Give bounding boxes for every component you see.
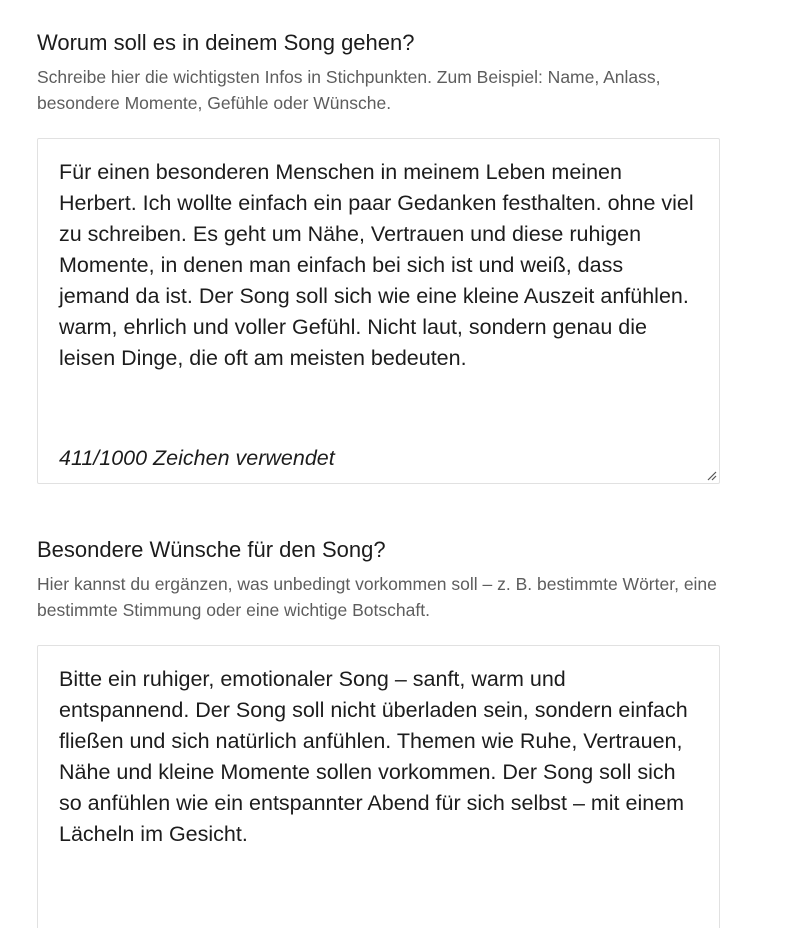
song-topic-text[interactable]: Für einen besonderen Menschen in meinem Leben meinen Herbert. Ich wollte einfach ein paar Gedanken festhalten. ohne viel zu schreiben. Es geht um Nähe, Vertrauen und diese ruhigen Momente, in denen man einfach bei sich ist und weiß, dass jemand da ist. Der Song soll sich wie eine kleine Auszeit anfühlen. warm, ehrlich und voller Gefühl. Nicht laut, sondern genau die leisen Dinge, die oft am meisten bedeuten. [59, 160, 700, 370]
song-wishes-text[interactable]: Bitte ein ruhiger, emotionaler Song – sanft, warm und entspannend. Der Song soll nicht überladen sein, sondern einfach fließen und sich natürlich anfühlen. Themen wie Ruhe, Vertrauen, Nähe und kleine Momente sollen vorkommen. Der Song soll sich so anfühlen wie ein entspannter Abend für sich selbst – mit einem Lächeln im Gesicht. [59, 667, 694, 846]
song-topic-title: Worum soll es in deinem Song gehen? [37, 30, 415, 55]
song-topic-hint: Schreibe hier die wichtigsten Infos in Stichpunkten. Zum Beispiel: Name, Anlass, besondere Momente, Gefühle oder Wünsche. [37, 67, 661, 113]
song-wishes-section [37, 535, 720, 928]
song-topic-section [37, 28, 720, 484]
song-wishes-hint: Hier kannst du ergänzen, was unbedingt vorkommen soll – z. B. bestimmte Wörter, eine bestimmte Stimmung oder eine wichtige Botschaft. [37, 574, 717, 620]
character-counter: 411/1000 Zeichen verwendet [59, 446, 335, 470]
resize-handle-icon[interactable] [705, 469, 717, 481]
song-wishes-title: Besondere Wünsche für den Song? [37, 537, 386, 562]
song-wishes-textarea[interactable] [37, 645, 720, 928]
song-topic-textarea[interactable] [37, 138, 720, 484]
